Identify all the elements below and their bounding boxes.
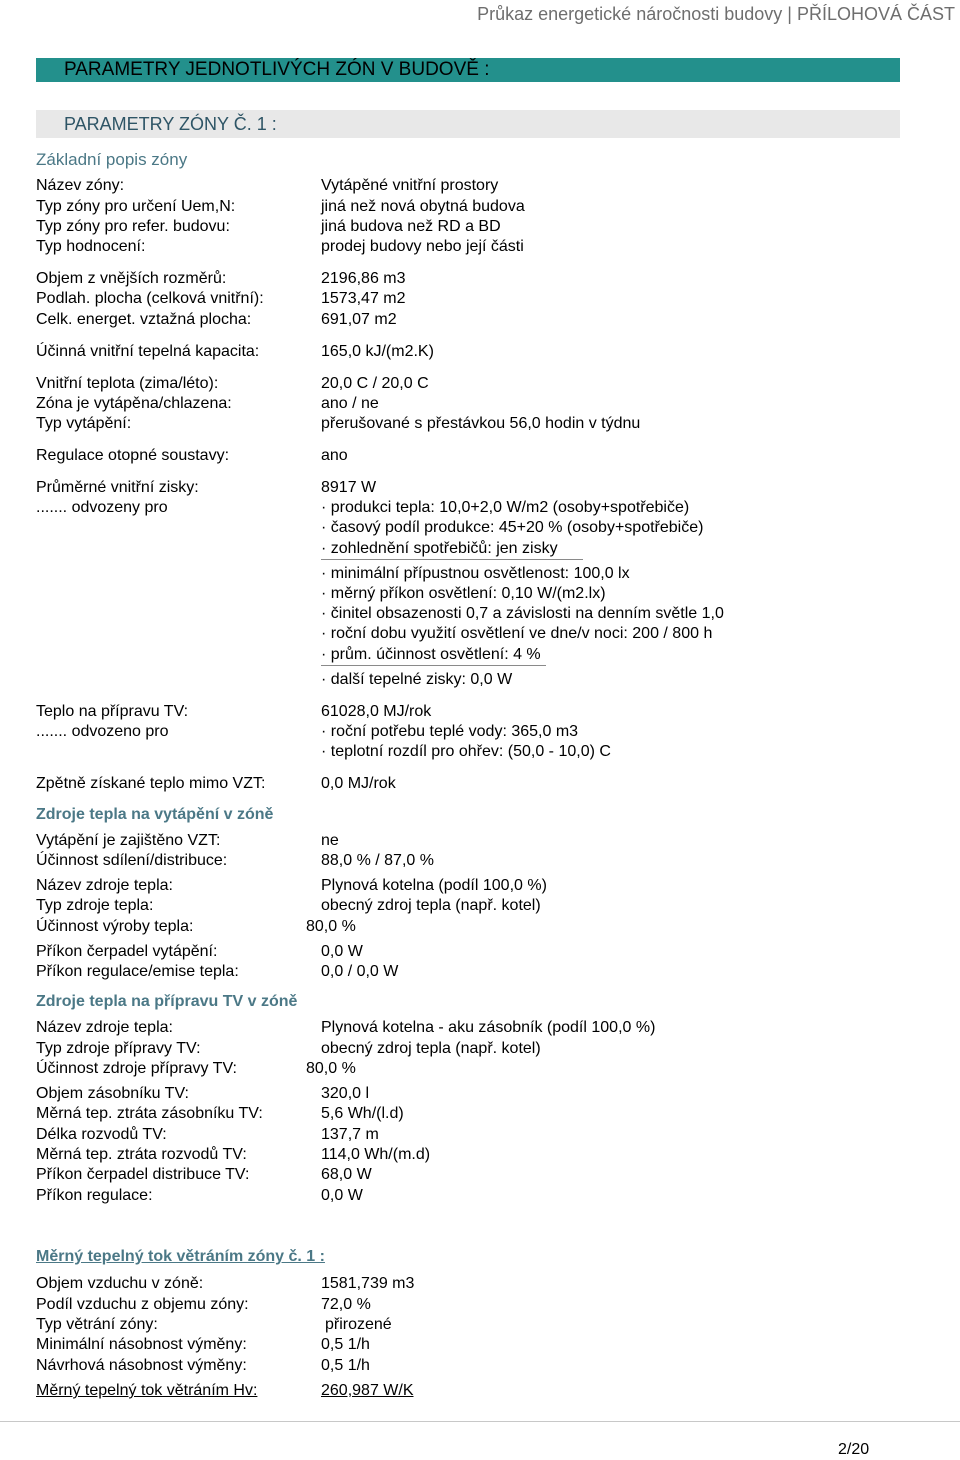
field-label: Účinnost zdroje přípravy TV: xyxy=(36,1060,237,1077)
lighting-detail-line xyxy=(0,564,960,584)
detail-divider xyxy=(321,665,546,666)
field-value: 1573,47 m2 xyxy=(321,290,406,307)
field-label: Účinnost sdílení/distribuce: xyxy=(36,852,228,869)
field-label: Příkon čerpadel distribuce TV: xyxy=(36,1166,250,1183)
row-tank-volume xyxy=(0,1084,960,1104)
field-label: Celk. energet. vztažná plocha: xyxy=(36,311,252,328)
field-label: Průměrné vnitřní zisky: xyxy=(36,479,199,496)
field-label: Návrhová násobnost výměny: xyxy=(36,1357,247,1374)
row-external-volume xyxy=(0,269,960,289)
detail-text: · minimální přípustnou osvětlenost: 100,0 lx xyxy=(321,565,630,582)
field-label: Podlah. plocha (celková vnitřní): xyxy=(36,290,264,307)
row-floor-area xyxy=(0,289,960,309)
row-distribution-length xyxy=(0,1125,960,1145)
field-value: 165,0 kJ/(m2.K) xyxy=(321,343,434,360)
field-value: prodej budovy nebo její části xyxy=(321,238,524,255)
field-label: Minimální násobnost výměny: xyxy=(36,1336,247,1353)
field-value: Plynová kotelna - aku zásobník (podíl 100,0 %) xyxy=(321,1019,656,1036)
section-banner xyxy=(36,58,900,82)
row-design-air-change xyxy=(0,1356,960,1376)
row-internal-temperature xyxy=(0,374,960,394)
lighting-detail-line xyxy=(0,584,960,604)
field-value: ano xyxy=(321,447,348,464)
row-zone-type-uem xyxy=(0,197,960,217)
field-label: Objem z vnějších rozměrů: xyxy=(36,270,227,287)
field-label: Typ hodnocení: xyxy=(36,238,146,255)
row-regulation-power xyxy=(0,1186,960,1206)
field-value: Vytápěné vnitřní prostory xyxy=(321,177,499,194)
banner-title: PARAMETRY JEDNOTLIVÝCH ZÓN V BUDOVĚ : xyxy=(64,59,490,80)
row-distribution-pumps-power xyxy=(0,1165,960,1185)
field-label: Příkon čerpadel vytápění: xyxy=(36,943,218,960)
row-min-air-change xyxy=(0,1335,960,1355)
row-heat-source-name xyxy=(0,876,960,896)
row-dhw-efficiency xyxy=(0,1059,960,1079)
field-value: obecný zdroj tepla (např. kotel) xyxy=(321,1040,541,1057)
row-heating-pumps-power xyxy=(0,942,960,962)
field-value: 260,987 W/K xyxy=(321,1382,414,1399)
field-label: Účinná vnitřní tepelná kapacita: xyxy=(36,343,260,360)
field-value: 61028,0 MJ/rok xyxy=(321,703,432,720)
field-value: 0,5 1/h xyxy=(321,1336,370,1353)
row-production-efficiency xyxy=(0,917,960,937)
field-value: 0,0 W xyxy=(321,943,363,960)
row-zone-name xyxy=(0,176,960,196)
field-label: Typ vytápění: xyxy=(36,415,132,432)
field-label: Typ zóny pro určení Uem,N: xyxy=(36,198,236,215)
row-distribution-heat-loss xyxy=(0,1145,960,1165)
row-ventilation-heat-flow xyxy=(0,1381,960,1401)
field-label: Příkon regulace/emise tepla: xyxy=(36,963,239,980)
detail-text: · zohlednění spotřebičů: jen zisky xyxy=(321,540,558,557)
field-label: Regulace otopné soustavy: xyxy=(36,447,230,464)
field-value: 320,0 l xyxy=(321,1085,370,1102)
field-value: 20,0 C / 20,0 C xyxy=(321,375,429,392)
row-tank-heat-loss xyxy=(0,1104,960,1124)
hot-water-detail-line xyxy=(0,722,960,742)
row-hot-water-heat xyxy=(0,702,960,722)
row-dhw-source-name xyxy=(0,1018,960,1038)
field-value: 2196,86 m3 xyxy=(321,270,406,287)
detail-text: · měrný příkon osvětlení: 0,10 W/(m2.lx) xyxy=(321,585,606,602)
field-value: 68,0 W xyxy=(321,1166,372,1183)
field-label: Název zdroje tepla: xyxy=(36,1019,173,1036)
row-air-share xyxy=(0,1295,960,1315)
row-heating-vzt xyxy=(0,831,960,851)
zone-title-bar xyxy=(36,110,900,138)
dhw-sources-heading: Zdroje tepla na přípravu TV v zóně xyxy=(36,993,298,1010)
heating-sources-heading: Zdroje tepla na vytápění v zóně xyxy=(36,806,274,823)
field-label: Podíl vzduchu z objemu zóny: xyxy=(36,1296,249,1313)
row-distribution-efficiency xyxy=(0,851,960,871)
field-value: 691,07 m2 xyxy=(321,311,397,328)
detail-text: · produkci tepla: 10,0+2,0 W/m2 (osoby+spotřebiče) xyxy=(321,499,690,516)
field-label: Vytápění je zajištěno VZT: xyxy=(36,832,221,849)
field-value: přerušované s přestávkou 56,0 hodin v týdnu xyxy=(321,415,641,432)
lighting-detail-line xyxy=(0,624,960,644)
field-value: 5,6 Wh/(l.d) xyxy=(321,1105,404,1122)
row-regulation-emission-power xyxy=(0,962,960,982)
field-value: jiná budova než RD a BD xyxy=(321,218,501,235)
row-heating-cooling xyxy=(0,394,960,414)
detail-text: · teplotní rozdíl pro ohřev: (50,0 - 10,0) C xyxy=(321,743,611,760)
derived-label: ....... odvozeno pro xyxy=(36,723,169,740)
basic-heading: Základní popis zóny xyxy=(36,150,188,169)
field-label: Typ zóny pro refer. budovu: xyxy=(36,218,230,235)
field-label: Typ zdroje tepla: xyxy=(36,897,154,914)
field-value: 8917 W xyxy=(321,479,377,496)
row-ventilation-type xyxy=(0,1315,960,1335)
lighting-detail-line xyxy=(0,604,960,624)
field-label: Teplo na přípravu TV: xyxy=(36,703,189,720)
page-number: 2/20 xyxy=(838,1441,870,1458)
footer-divider xyxy=(0,1421,960,1422)
field-value: přirozené xyxy=(325,1316,392,1333)
field-label: Zóna je vytápěna/chlazena: xyxy=(36,395,232,412)
document-header: Průkaz energetické náročnosti budovy | PŘÍLOHOVÁ ČÁST xyxy=(477,4,955,24)
field-value: ne xyxy=(321,832,339,849)
field-value: obecný zdroj tepla (např. kotel) xyxy=(321,897,541,914)
field-label: Typ zdroje přípravy TV: xyxy=(36,1040,201,1057)
detail-text: · prům. účinnost osvětlení: 4 % xyxy=(321,646,541,663)
hot-water-detail-line xyxy=(0,742,960,762)
gains-detail-line xyxy=(0,498,960,518)
field-label: Měrná tep. ztráta rozvodů TV: xyxy=(36,1146,247,1163)
detail-text: · činitel obsazenosti 0,7 a závislosti na denním světle 1,0 xyxy=(321,605,724,622)
ventilation-heading: Měrný tepelný tok větráním zóny č. 1 : xyxy=(36,1248,325,1265)
field-label: Délka rozvodů TV: xyxy=(36,1126,167,1143)
row-heating-type xyxy=(0,414,960,434)
row-heat-capacity xyxy=(0,342,960,362)
field-label: Vnitřní teplota (zima/léto): xyxy=(36,375,219,392)
other-gains-line xyxy=(0,670,960,690)
row-air-volume xyxy=(0,1274,960,1294)
field-value: 88,0 % / 87,0 % xyxy=(321,852,434,869)
lighting-detail-line xyxy=(0,645,960,665)
field-value: 80,0 % xyxy=(306,1060,356,1077)
field-value: Plynová kotelna (podíl 100,0 %) xyxy=(321,877,547,894)
field-label: Typ větrání zóny: xyxy=(36,1316,158,1333)
field-value: 0,5 1/h xyxy=(321,1357,370,1374)
derived-label: ....... odvozeny pro xyxy=(36,499,168,516)
field-value: 1581,739 m3 xyxy=(321,1275,415,1292)
detail-text: · další tepelné zisky: 0,0 W xyxy=(321,671,513,688)
field-value: ano / ne xyxy=(321,395,379,412)
row-heat-source-type xyxy=(0,896,960,916)
gains-detail-line xyxy=(0,518,960,538)
field-label: Měrný tepelný tok větráním Hv: xyxy=(36,1382,258,1399)
field-value: 114,0 Wh/(m.d) xyxy=(321,1146,431,1163)
field-label: Objem vzduchu v zóně: xyxy=(36,1275,204,1292)
detail-text: · roční dobu využití osvětlení ve dne/v noci: 200 / 800 h xyxy=(321,625,713,642)
row-reference-area xyxy=(0,310,960,330)
row-dhw-source-type xyxy=(0,1039,960,1059)
row-zone-type-reference xyxy=(0,217,960,237)
detail-text: · časový podíl produkce: 45+20 % (osoby+spotřebiče) xyxy=(321,519,704,536)
field-value: 137,7 m xyxy=(321,1126,379,1143)
field-value: 80,0 % xyxy=(306,918,356,935)
field-value: 0,0 MJ/rok xyxy=(321,775,396,792)
field-value: 0,0 / 0,0 W xyxy=(321,963,399,980)
zone-title: PARAMETRY ZÓNY Č. 1 : xyxy=(64,114,277,134)
field-label: Objem zásobníku TV: xyxy=(36,1085,189,1102)
detail-text: · roční potřebu teplé vody: 365,0 m3 xyxy=(321,723,579,740)
field-label: Název zdroje tepla: xyxy=(36,877,173,894)
field-label: Příkon regulace: xyxy=(36,1187,153,1204)
gains-detail-line xyxy=(0,539,960,559)
row-internal-gains xyxy=(0,478,960,498)
field-label: Název zóny: xyxy=(36,177,125,194)
field-label: Zpětně získané teplo mimo VZT: xyxy=(36,775,266,792)
field-value: jiná než nová obytná budova xyxy=(321,198,525,215)
row-assessment-type xyxy=(0,237,960,257)
field-label: Účinnost výroby tepla: xyxy=(36,918,194,935)
row-heating-regulation xyxy=(0,446,960,466)
field-label: Měrná tep. ztráta zásobníku TV: xyxy=(36,1105,263,1122)
detail-divider xyxy=(321,559,583,560)
field-value: 0,0 W xyxy=(321,1187,363,1204)
field-value: 72,0 % xyxy=(321,1296,371,1313)
row-heat-recovery xyxy=(0,774,960,794)
